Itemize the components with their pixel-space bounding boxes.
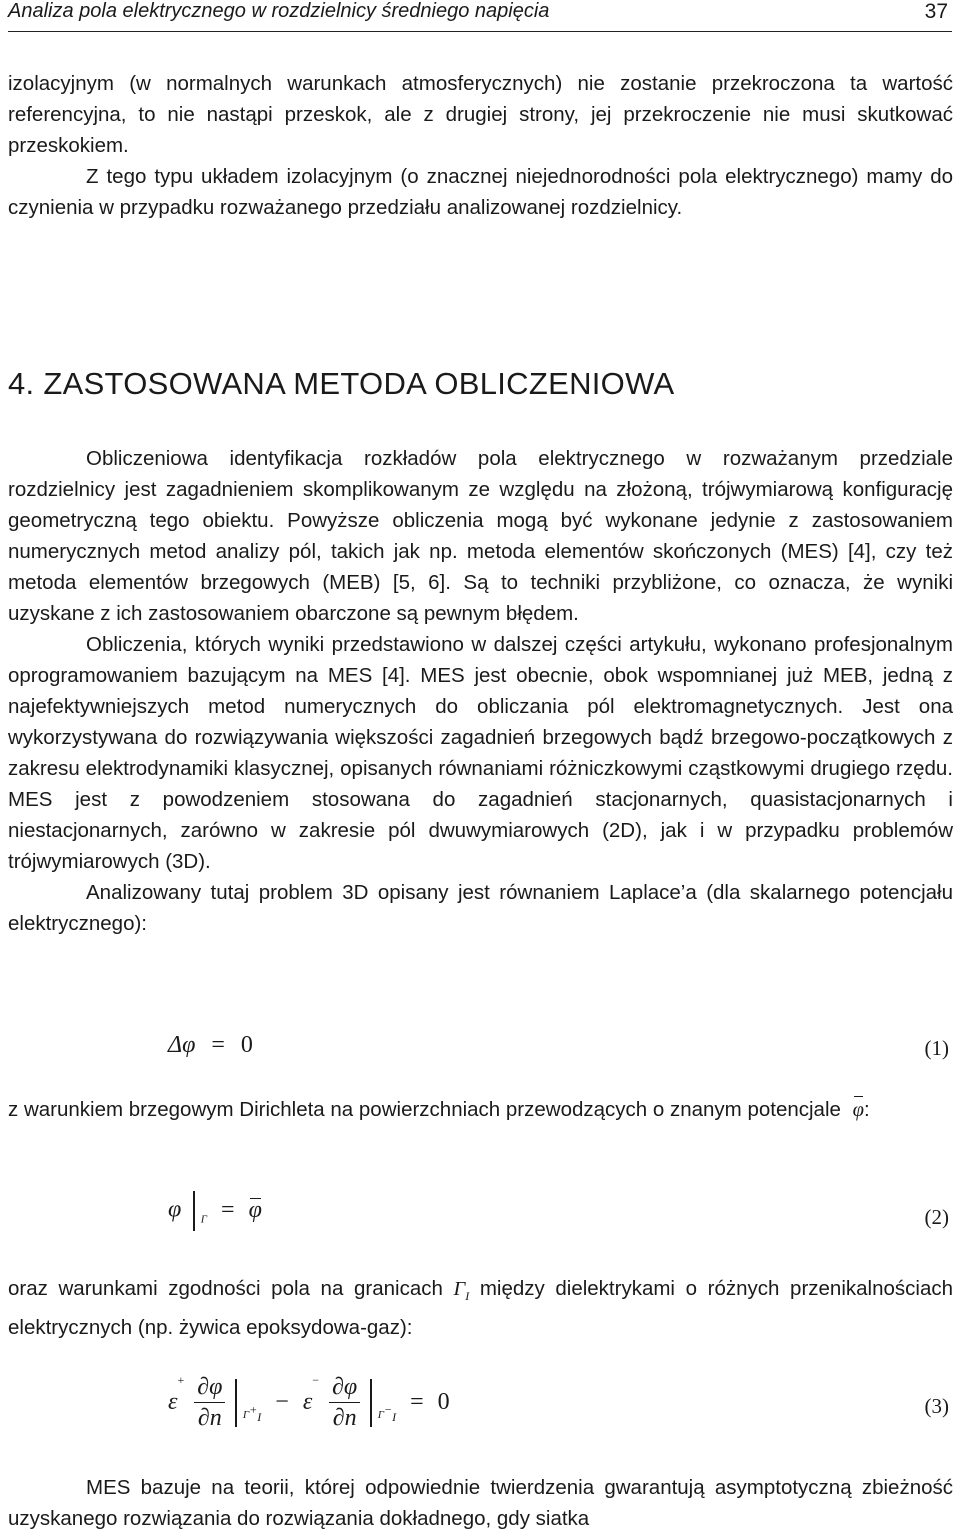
text-span: z warunkiem brzegowym Dirichleta na powierzchniach przewodzących o znanym potencjale <box>8 1098 841 1121</box>
phi-bar-symbol: φ <box>853 1095 864 1126</box>
paragraph: Obliczeniowa identyfikacja rozkładów pola elektrycznego w rozważanym przedziale rozdzielnicy jest zagadnieniem skomplikowanym ze względu na złożoną, trójwymiarową konfigurację geometryczną tego obiektu. Powyższe obliczenia mogą być wykonane jedynie z zastosowaniem numerycznych metod analizy pól, takich jak np. metoda elementów skończonych (MES) [4], czy też metoda elementów brzegowych (MEB) [5, 6]. Są to techniki przybliżone, co oznacza, że wyniki uzyskane z ich zastosowaniem obarczone są pewnym błędem. <box>8 447 953 625</box>
gamma-sup: − <box>383 1402 393 1417</box>
equation-3 <box>8 1372 953 1444</box>
plus-sup: + <box>177 1373 185 1388</box>
running-title: Analiza pola elektrycznego w rozdzielnicy średniego napięcia <box>8 0 550 22</box>
text-span: między dielektrykami o różnych przenikalnościach elektrycznych (np. żywica epoksydowa-gaz): <box>8 1277 953 1340</box>
intro-text <box>8 68 953 223</box>
fraction-1 <box>194 1372 225 1433</box>
gamma-minus <box>377 1402 397 1425</box>
equation-1-rel: = <box>211 1032 225 1058</box>
fraction-2 <box>329 1372 360 1433</box>
header-rule <box>8 31 952 32</box>
text-span: oraz warunkami zgodności pola na granicach <box>8 1277 443 1300</box>
equation-2 <box>8 1185 953 1245</box>
gamma-sub: I <box>257 1410 262 1425</box>
paragraph <box>8 1273 953 1343</box>
equation-3-number: (3) <box>924 1394 949 1418</box>
equation-2-sub: Γ <box>200 1213 208 1226</box>
text-after-eq1 <box>8 1094 953 1126</box>
gamma-char: Γ <box>377 1409 384 1422</box>
gamma-plus <box>242 1402 262 1425</box>
page-number: 37 <box>924 0 948 23</box>
equation-3-body <box>168 1372 450 1433</box>
equation-3-rel: = <box>410 1389 424 1415</box>
text-after-eq2 <box>8 1273 953 1343</box>
section-heading: 4. ZASTOSOWANA METODA OBLICZENIOWA <box>8 366 675 401</box>
fraction-1-den: ∂n <box>197 1405 222 1431</box>
evaluation-bar <box>193 1191 195 1231</box>
paragraph: MES bazuje na teorii, której odpowiednie twierdzenia gwarantują asymptotyczną zbieżność uzyskanego rozwiązania do rozwiązania dokładnego, gdy siatka <box>8 1476 953 1530</box>
equation-3-rhs: 0 <box>437 1389 450 1415</box>
equation-1-lhs: Δφ <box>168 1032 196 1058</box>
paragraph: Z tego typu układem izolacyjnym (o znacznej niejednorodności pola elektrycznego) mamy do czynienia w przypadku rozważanego przedziału analizowanej rozdzielnicy. <box>8 165 953 219</box>
minus-sup: − <box>312 1373 320 1388</box>
paragraph: izolacyjnym (w normalnych warunkach atmosferycznych) nie zostanie przekroczona ta wartość referencyjna, to nie nastąpi przeskok, ale z drugiej strony, jej przekroczenie nie musi skutkować przeskokiem. <box>8 72 953 157</box>
gamma-sup: + <box>249 1402 258 1417</box>
running-header <box>8 0 952 30</box>
fraction-2-den: ∂n <box>332 1405 357 1431</box>
paragraph: Analizowany tutaj problem 3D opisany jest równaniem Laplace’a (dla skalarnego potencjału elektrycznego): <box>8 881 953 935</box>
paragraph: Obliczenia, których wyniki przedstawiono w dalszej części artykułu, wykonano profesjonalnym oprogramowaniem bazującym na MES [4]. MES jest obecnie, obok wspomnianej już MEB, jedną z najefektywniejszych metod numerycznych do obliczania pól elektromagnetycznych. Jest ona wykorzystywana do rozwiązywania większości zagadnień brzegowych bądź brzegowo-początkowych z zakresu elektrodynamiki klasycznej, opisanych równaniami różniczkowymi cząstkowymi drugiego rzędu. MES jest z powodzeniem stosowana do zagadnień stacjonarnych, quasistacjonarnych i niestacjonarnych, zarówno w zakresie pól dwuwymiarowych (2D), jak i w przypadku problemów trójwymiarowych (3D). <box>8 633 953 873</box>
fraction-2-num: ∂φ <box>329 1372 360 1403</box>
equation-1 <box>8 1026 953 1086</box>
paragraph <box>8 1094 953 1126</box>
equation-2-phi: φ <box>168 1196 182 1223</box>
evaluation-bar <box>235 1379 237 1427</box>
gamma-symbol: Γ <box>453 1278 466 1300</box>
equation-2-body <box>168 1191 262 1231</box>
text-span: : <box>863 1098 870 1121</box>
epsilon-plus: ε <box>168 1389 178 1415</box>
equation-1-body <box>168 1032 253 1059</box>
gamma-sub: I <box>392 1410 397 1425</box>
text-after-eq3 <box>8 1472 953 1534</box>
equation-1-number: (1) <box>924 1036 949 1060</box>
equation-2-rhs: φ <box>248 1196 262 1223</box>
evaluation-bar <box>370 1379 372 1427</box>
equation-2-number: (2) <box>924 1205 949 1229</box>
fraction-1-num: ∂φ <box>194 1372 225 1403</box>
gamma-subscript: I <box>465 1289 470 1304</box>
epsilon-minus: ε <box>302 1389 313 1415</box>
equation-2-rel: = <box>221 1196 235 1223</box>
gamma-char: Γ <box>242 1409 250 1422</box>
section-text <box>8 443 953 939</box>
minus-operator: − <box>275 1389 289 1415</box>
equation-1-rhs: 0 <box>240 1032 253 1058</box>
